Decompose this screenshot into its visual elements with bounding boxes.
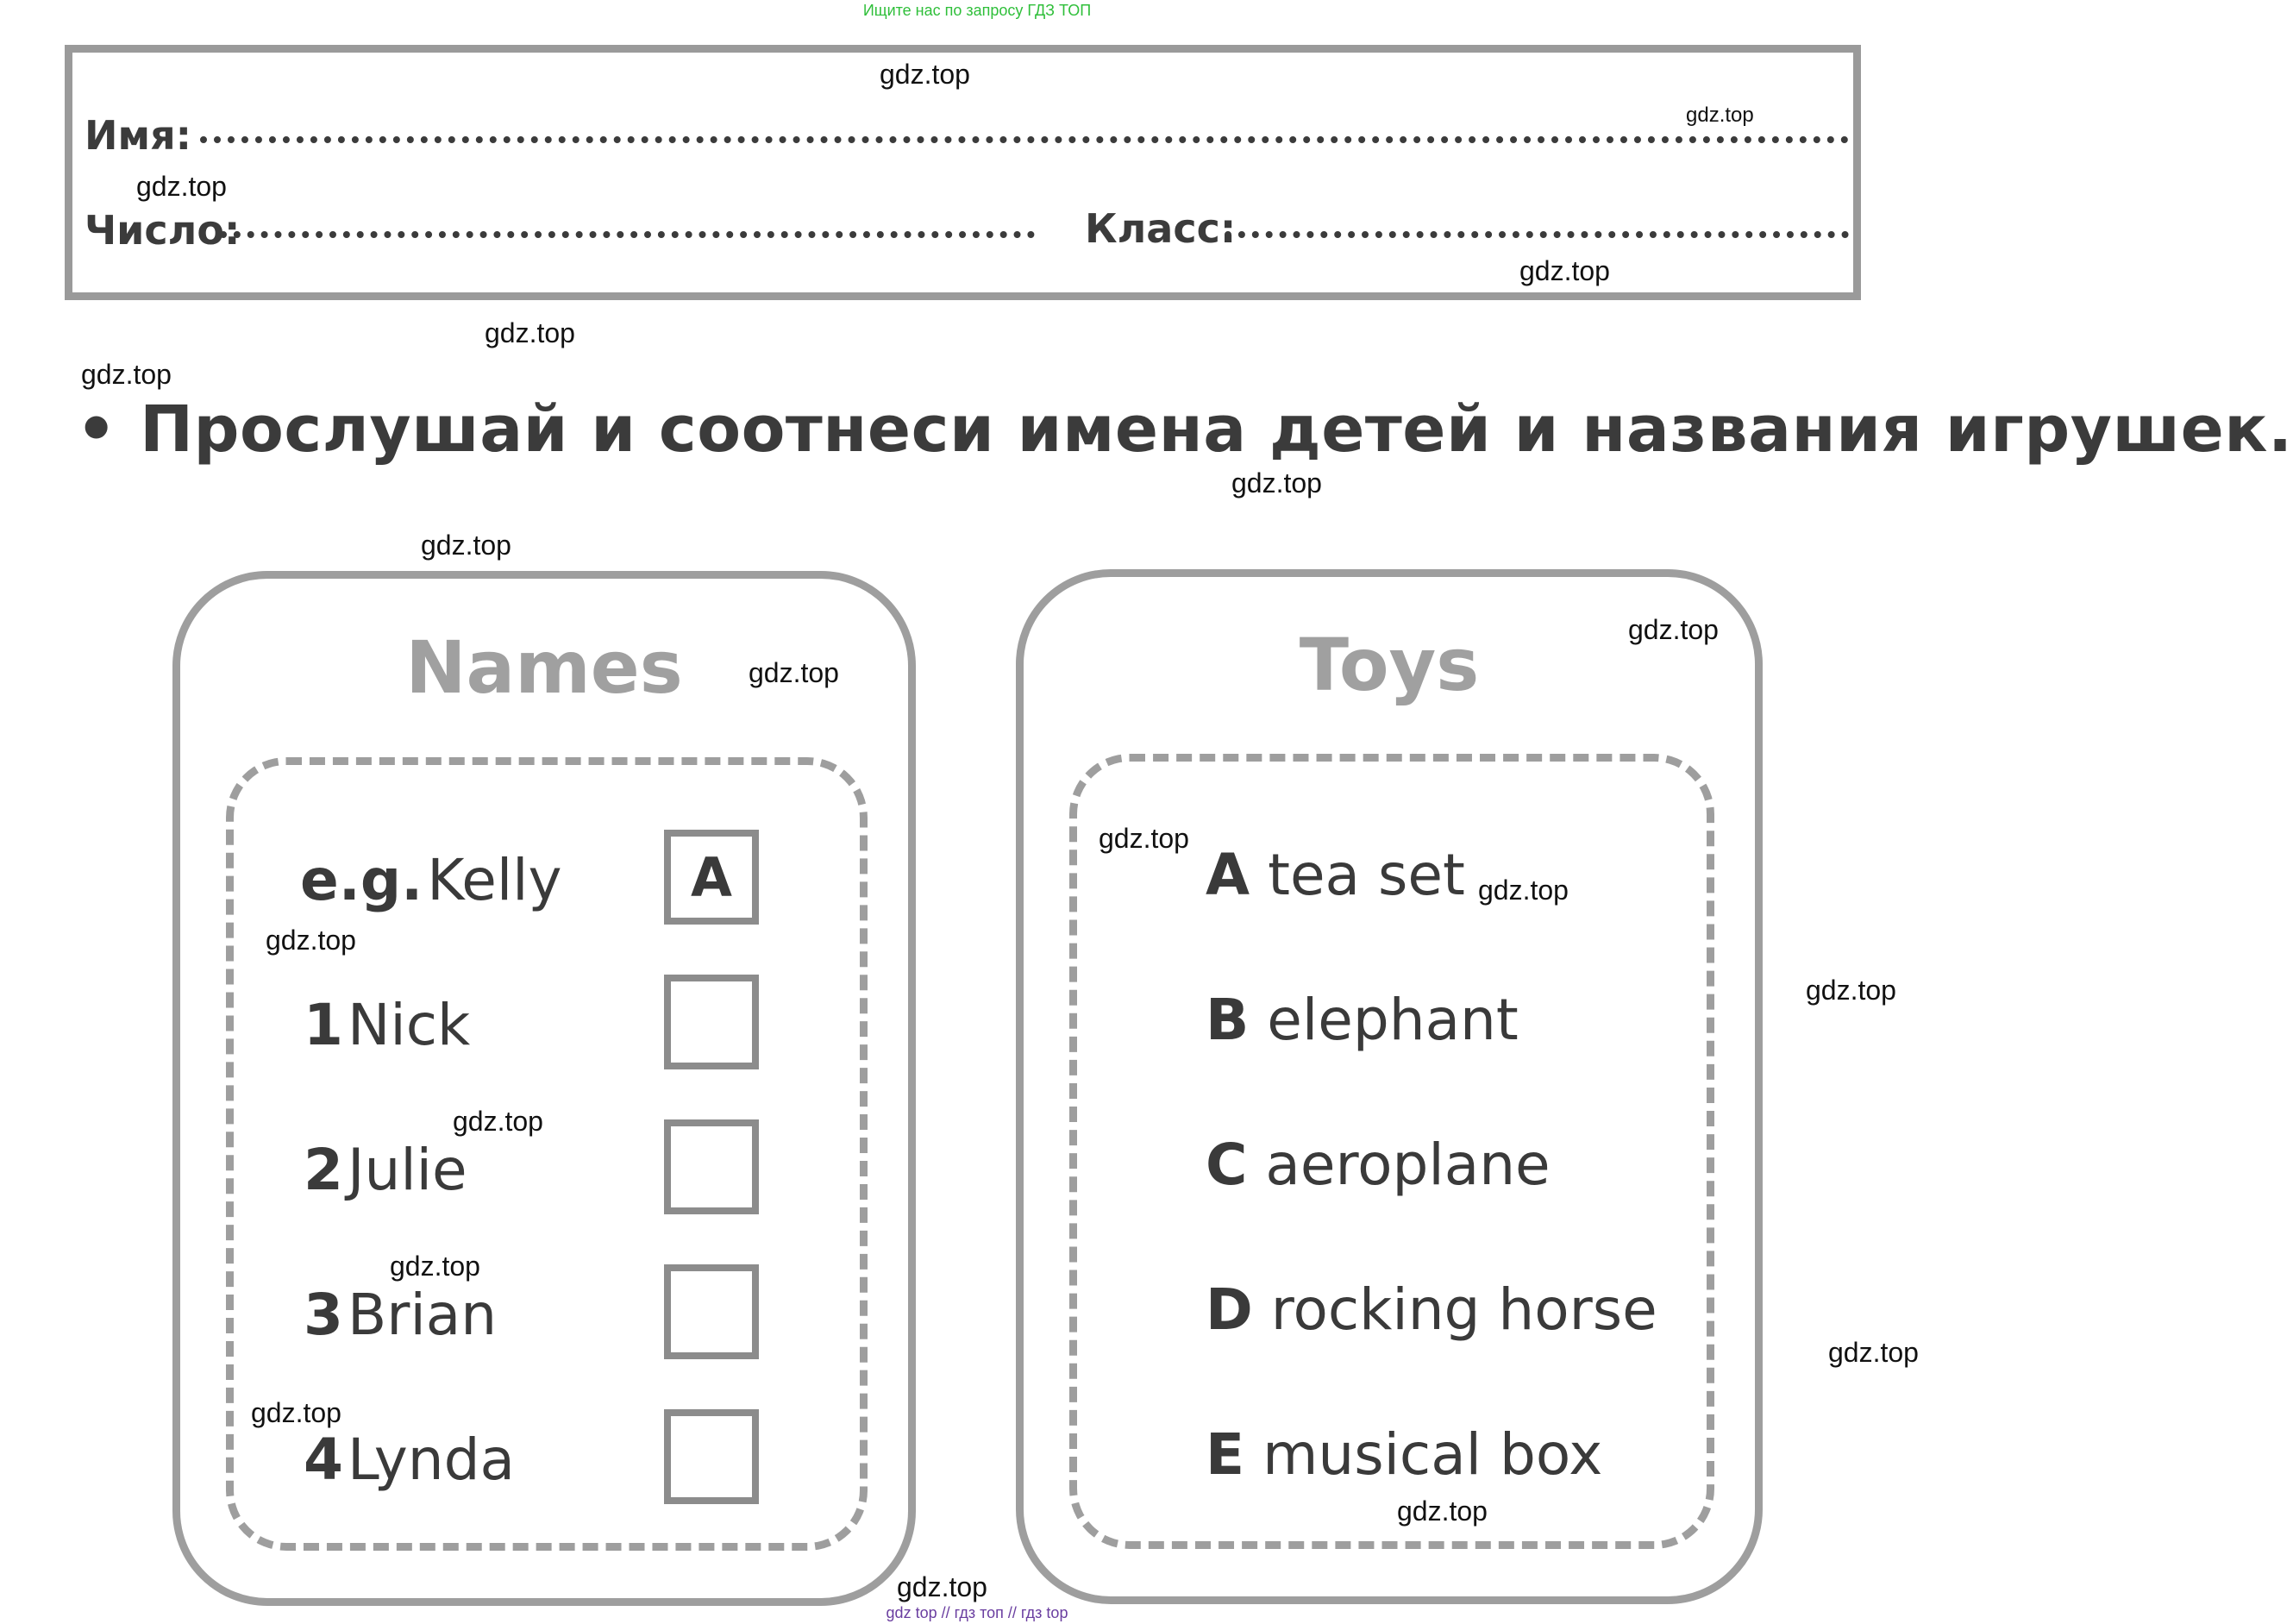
row-name: Nick <box>348 992 471 1058</box>
row-number: e.g. <box>300 847 423 913</box>
names-title: Names <box>405 625 683 710</box>
watermark: gdz.top <box>1519 255 1610 286</box>
toy-name: tea set <box>1268 842 1465 908</box>
instruction-text: Прослушай и соотнеси имена детей и названия игрушек. <box>140 392 2293 467</box>
watermark: gdz.top <box>749 657 839 688</box>
class-label: Класс: <box>1085 205 1237 252</box>
footer-watermark: gdz top // гдз топ // гдз top <box>886 1604 1068 1621</box>
toy-item-e <box>1206 1421 1602 1488</box>
row-number: 2 <box>304 1137 343 1203</box>
watermark: gdz.top <box>1231 467 1322 498</box>
toy-name: musical box <box>1262 1421 1603 1488</box>
watermark: gdz.top <box>266 925 356 956</box>
watermark: gdz.top <box>880 59 970 90</box>
name-row-3 <box>304 1282 497 1348</box>
date-label: Число: <box>85 207 241 254</box>
watermark: gdz.top <box>1628 614 1719 645</box>
toy-name: elephant <box>1267 987 1519 1053</box>
row-name: Lynda <box>348 1426 515 1493</box>
watermark: gdz.top <box>1686 103 1754 127</box>
answer-box-example: A <box>664 830 759 925</box>
top-banner: Ищите нас по запросу ГДЗ ТОП <box>862 2 1092 19</box>
name-row-4 <box>304 1426 515 1493</box>
watermark: gdz.top <box>1478 875 1569 906</box>
watermark: gdz.top <box>1397 1495 1488 1527</box>
toy-name: rocking horse <box>1270 1276 1657 1343</box>
watermark: gdz.top <box>1828 1337 1919 1368</box>
watermark: gdz.top <box>453 1106 543 1137</box>
name-row-1 <box>304 992 470 1058</box>
toy-item-b <box>1206 987 1519 1053</box>
toy-letter: C <box>1206 1132 1248 1198</box>
watermark: gdz.top <box>1806 975 1896 1006</box>
row-name: Julie <box>348 1137 467 1203</box>
date-line[interactable] <box>220 231 1035 238</box>
toy-item-c <box>1206 1132 1551 1198</box>
row-number: 4 <box>304 1426 343 1493</box>
toy-name: aeroplane <box>1265 1132 1551 1198</box>
row-number: 1 <box>304 992 343 1058</box>
row-number: 3 <box>304 1282 343 1348</box>
answer-box-1[interactable] <box>664 975 759 1069</box>
toy-letter: A <box>1206 842 1250 908</box>
name-line[interactable] <box>200 136 1849 143</box>
toy-letter: D <box>1206 1276 1253 1343</box>
answer-box-4[interactable] <box>664 1409 759 1504</box>
row-name: Kelly <box>427 847 562 913</box>
watermark: gdz.top <box>136 171 227 202</box>
class-line[interactable] <box>1225 231 1849 238</box>
watermark: gdz.top <box>421 530 511 561</box>
toys-title: Toys <box>1299 623 1480 707</box>
watermark: gdz.top <box>485 317 575 348</box>
watermark: gdz.top <box>1099 823 1189 854</box>
name-row-example <box>300 847 562 913</box>
name-label: Имя: <box>85 112 192 159</box>
answer-box-2[interactable] <box>664 1119 759 1214</box>
answer-box-3[interactable] <box>664 1264 759 1359</box>
toy-item-a <box>1206 842 1465 908</box>
watermark: gdz.top <box>897 1571 987 1602</box>
toy-letter: B <box>1206 987 1250 1053</box>
task-instruction <box>76 392 2293 467</box>
name-row-2 <box>304 1137 467 1203</box>
toy-letter: E <box>1206 1421 1245 1488</box>
watermark: gdz.top <box>251 1397 341 1428</box>
bullet: • <box>76 392 117 467</box>
watermark: gdz.top <box>81 359 172 390</box>
toy-item-d <box>1206 1276 1657 1343</box>
watermark: gdz.top <box>390 1251 480 1282</box>
row-name: Brian <box>348 1282 498 1348</box>
